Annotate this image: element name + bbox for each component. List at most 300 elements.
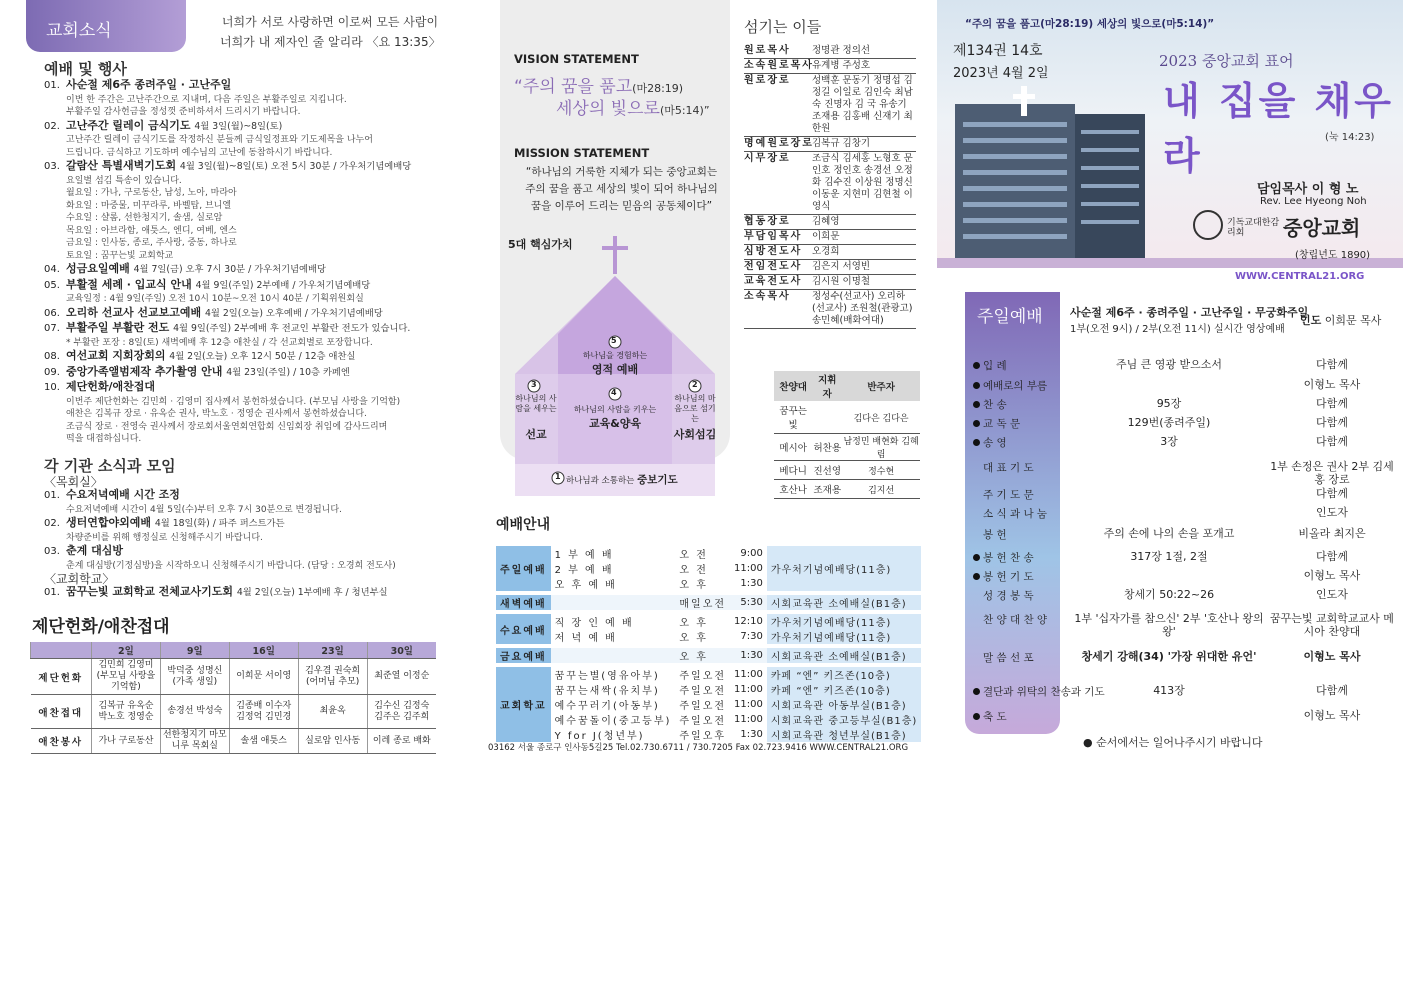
offering-header-cell: 2일	[92, 642, 161, 659]
worship-guide-row	[496, 727, 921, 742]
worship-guide-title: 예배안내	[496, 517, 551, 533]
news-item-info: 4월 23일(주일) / 10층 카페엔	[226, 366, 350, 378]
staff-names: 김혜영	[812, 216, 840, 227]
worship-period: 주일오전	[679, 701, 727, 712]
news-item	[44, 159, 444, 175]
cover-motto: “주의 꿈을 품고(마28:19) 세상의 빛으로(마5:14)”	[965, 18, 1215, 30]
staff-role: 부담임목사	[744, 231, 803, 242]
news-item	[44, 306, 444, 322]
service-item-label	[973, 709, 1059, 724]
offering-cell: 김종배 이수자 김정억 김민경	[229, 695, 298, 729]
cover-church-name: 중앙교회	[1283, 216, 1361, 240]
worship-period: 오 후	[679, 618, 708, 629]
service-item-person: 다함께	[1316, 684, 1348, 697]
cover-pastor: 담임목사 이 형 노	[1257, 182, 1359, 197]
value-2-num: 2	[692, 380, 698, 389]
pastoral-office-heading: 〈목회실〉	[44, 475, 103, 489]
news-item-detail: 화요일 : 마중물, 미꾸라루, 바벨탑, 브니엘	[66, 200, 232, 211]
cover-slogan: 내 집을 채우라	[1163, 78, 1394, 178]
news-item	[44, 516, 444, 532]
worship-category: 수요예배	[496, 614, 551, 644]
value-5-main: 영적 예배	[591, 363, 639, 376]
standing-dot-icon	[973, 420, 980, 427]
service-item-label	[973, 527, 1059, 542]
service-item-content: 주님 큰 영광 받으소서	[1115, 358, 1223, 371]
offering-cell: 이희문 서이영	[229, 659, 298, 695]
news-item-number: 01.	[44, 80, 60, 91]
choir-conductor	[812, 401, 842, 434]
service-item-name: 찬 양 대 찬 양	[983, 614, 1048, 626]
service-item-label	[973, 460, 1059, 475]
worship-name: 1 부 예 배	[554, 550, 614, 561]
value-4-num: 4	[611, 388, 617, 397]
service-item-label	[973, 684, 1105, 699]
news-item-number: 03.	[44, 546, 60, 557]
value-4-main: 교육&양육	[588, 417, 642, 430]
worship-name: 2 부 예 배	[554, 565, 614, 576]
choir-conductor: 허찬용	[813, 443, 842, 454]
mission-text: “하나님의 거룩한 지체가 되는 중앙교회는 주의 꿈을 품고 세상의 빛이 되어 하나님의 꿈을 이루어 드리는 믿음의 공동체이다”	[525, 166, 718, 212]
news-item-title: 꿈꾸는빛 교회학교 전체교사기도회	[66, 585, 237, 598]
standing-dot-icon	[973, 362, 980, 369]
service-item-content: 주의 손에 나의 손을 포개고	[1103, 527, 1235, 540]
staff-role: 심방전도사	[744, 246, 803, 257]
vision-line-2: 세상의 빛으로(마5:14)”	[556, 99, 710, 119]
staff-names: 성백훈 문동기 정명섭 김정길 이일로 김인숙 최남숙 진명자 김 국 유송기 조재용 김홍배 신재기 최한원	[812, 75, 913, 134]
choir-row	[774, 480, 920, 499]
staff-row	[744, 215, 916, 230]
news-item-number: 07.	[44, 323, 60, 334]
value-2-main: 사회섬김	[673, 428, 717, 441]
news-item-number: 04.	[44, 264, 60, 275]
news-item-title: 부활주일 부활란 전도	[66, 321, 174, 334]
offering-header-cell: 16일	[229, 642, 298, 659]
standing-dot-icon	[973, 401, 980, 408]
news-item	[44, 365, 444, 381]
service-item-person: 다함께	[1316, 358, 1348, 371]
service-item-person: 이형노 목사	[1303, 569, 1361, 582]
service-item-name: 성 경 봉 독	[983, 590, 1034, 602]
service-item-label	[973, 612, 1059, 627]
news-item	[44, 544, 444, 560]
church-news-tab: 교회소식	[26, 0, 186, 52]
cover-and-order-column	[937, 0, 1403, 992]
offering-row	[31, 729, 437, 754]
news-item-detail: 이번 한 주간은 고난주간으로 지내며, 다음 주일은 부활주일로 지킵니다.	[66, 94, 347, 105]
worship-name: 직 장 인 예 배	[554, 618, 634, 629]
offering-cell: 선한청지기 마모니루 목회실	[160, 729, 229, 754]
staff-names: 정명관 정의선	[812, 45, 871, 56]
choir-accompanist: 김지선	[868, 485, 895, 496]
news-item	[44, 262, 444, 278]
news-item-detail: 춘계 대심방(기정심방)을 시작하오니 신청해주시기 바랍니다. (담당 : 오경희 전도사)	[66, 560, 396, 571]
worship-place: 가우처기념예배당(11층)	[767, 614, 921, 629]
news-item-detail: 월요일 : 가나, 구로동산, 남성, 노아, 마라아	[66, 188, 237, 198]
news-item-title: 부활절 세례 · 입교식 안내	[66, 277, 196, 291]
standing-dot-icon	[973, 713, 980, 720]
vision-line-1: “주의 꿈을 품고(마28:19)	[514, 77, 684, 97]
standing-dot-icon	[973, 439, 980, 446]
worship-time: 1:30	[740, 650, 763, 661]
offering-header-cell	[31, 642, 92, 659]
offering-cell: 김수신 김정숙 김주은 김주희	[367, 695, 436, 729]
cover-year-label: 2023 중앙교회 표어	[1159, 52, 1294, 70]
worship-place: 카페 “엔” 키즈존(10층)	[767, 667, 921, 682]
church-school-news-list	[44, 585, 444, 601]
worship-guide-row	[496, 682, 921, 697]
staff-role: 교육전도사	[744, 276, 803, 287]
worship-guide-row	[496, 667, 921, 682]
worship-period: 매일오전	[679, 599, 727, 610]
choir-row	[774, 434, 920, 461]
service-item-content: 317장 1절, 2절	[1130, 550, 1208, 563]
worship-time: 11:00	[734, 684, 763, 695]
staff-row	[744, 275, 916, 290]
news-item-detail: 금요일 : 인사동, 종로, 주사랑, 중동, 하나로	[66, 238, 237, 248]
news-item-detail: 교육일정 : 4월 9일(주일) 오전 10시 10분~오전 10시 40분 / 기획위원회실	[66, 294, 364, 304]
worship-time: 7:30	[740, 631, 763, 642]
worship-place: 시회교육관 청년부실(B1층)	[767, 727, 921, 742]
news-item-title: 갈람산 특별새벽기도회	[66, 159, 180, 172]
staff-row	[744, 290, 916, 329]
staff-role: 시무장로	[744, 153, 791, 164]
service-item-name: 찬 송	[983, 399, 1007, 411]
church-news-column	[20, 0, 440, 992]
cover-founded: (창립년도 1890)	[1295, 250, 1371, 261]
service-item-label	[973, 358, 1059, 373]
news-item-detail: 떡을 대접하십니다.	[66, 434, 142, 444]
news-item-detail: 목요일 : 아브라함, 애틋스, 엔디, 여베, 엔스	[66, 225, 237, 236]
worship-place: 가우처기념예배당(11층)	[767, 629, 921, 644]
worship-name: Y for J(청년부)	[554, 731, 645, 742]
news-item-title: 사순절 제6주 종려주일 · 고난주일	[66, 78, 232, 91]
service-item-label	[973, 506, 1059, 521]
cover-denomination: 기독교대한감리회	[1227, 218, 1280, 238]
worship-name	[551, 648, 676, 663]
choir-header-cell: 지휘자	[818, 375, 837, 400]
news-item-number: 10.	[44, 382, 60, 393]
news-item-number: 03.	[44, 161, 60, 172]
staff-row	[744, 137, 916, 152]
news-item-detail: 고난주간 릴레이 금식기도를 작정하신 분들께 금식일정표와 기도제목을 나누어	[66, 135, 373, 145]
mission-label: MISSION STATEMENT	[514, 146, 650, 160]
staff-names: 오경희	[812, 246, 840, 257]
service-order-list	[937, 0, 1403, 760]
agency-news-heading: 각 기관 소식과 모임	[44, 457, 176, 475]
news-item	[44, 78, 444, 94]
standing-dot-icon	[973, 573, 980, 580]
news-item-info: 4월 7일(금) 오후 7시 30분 / 가우처기념예배당	[133, 264, 326, 275]
value-1-label: 하나님과 소통하는 중보기도	[566, 474, 678, 486]
offering-cell: 송경선 박성숙	[160, 695, 229, 729]
news-item-number: 05.	[44, 279, 60, 291]
service-item-person: 인도자	[1316, 506, 1348, 519]
service-item-name: 교 독 문	[983, 418, 1021, 430]
service-item-person: 이형노 목사	[1303, 378, 1361, 391]
worship-place: 가우처기념예배당(11층)	[767, 546, 921, 591]
choir-conductor: 조재용	[813, 485, 842, 496]
choir-table	[774, 371, 920, 499]
staff-names: 조금식 김세홍 노형호 문인호 정인호 송경선 오정화 김수진 이상원 정명신 이동운 지현미 김현철 이영식	[812, 153, 913, 212]
news-item-info: 4월 3일(월)~8일(토) 오전 5시 30분 / 가우처기념예배당	[179, 161, 412, 172]
staff-row	[744, 260, 916, 275]
news-item-detail: 부활주일 감사헌금을 정성껏 준비하셔서 드리시기 바랍니다.	[66, 107, 301, 117]
news-item	[44, 278, 444, 294]
offering-cell: 실로암 인사동	[298, 729, 367, 754]
worship-time: 11:00	[734, 699, 763, 710]
value-5-num: 5	[611, 336, 617, 345]
cover-date: 2023년 4월 2일	[953, 66, 1049, 81]
choir-header-row	[774, 371, 920, 401]
worship-name: 오 후 예 배	[554, 580, 617, 591]
service-item-label	[973, 487, 1059, 502]
news-item-detail: 이번주 제단헌화는 김민희 · 김영미 집사께서 봉헌하셨습니다. (부모님 사랑을 기억함)	[66, 396, 401, 407]
choir-accompanist: 정수현	[868, 466, 895, 477]
cover-pastor-en: Rev. Lee Hyeong Noh	[1260, 196, 1367, 207]
news-item-info: 4월 2일(오늘) 오후 12시 50분 / 12층 애찬실	[169, 351, 356, 362]
worship-period: 주일오후	[679, 731, 727, 742]
choir-accompanist: 김다은 김다은	[853, 413, 909, 424]
worship-time: 11:00	[734, 714, 763, 725]
offering-row-label: 애찬봉사	[31, 729, 92, 754]
news-item-detail: 수요일 : 샬롬, 선한청지기, 솔샘, 실로암	[66, 213, 223, 223]
worship-guide-table	[496, 546, 921, 746]
value-5-sub: 하나님을 경험하는	[582, 351, 648, 360]
news-item-title: 여선교회 지회장회의	[66, 349, 170, 362]
service-item-label	[973, 435, 1059, 450]
service-item-content: 95장	[1156, 397, 1182, 410]
value-3-sub: 하나님의 사람을 세우는	[515, 394, 557, 413]
service-item-person: 다함께	[1316, 435, 1348, 448]
standing-dot-icon	[973, 554, 980, 561]
worship-time: 12:10	[734, 616, 763, 627]
worship-guide-row	[496, 595, 921, 610]
service-item-name: 축 도	[983, 711, 1007, 723]
bible-verse: 너희가 서로 사랑하면 이로써 모든 사람이 너희가 내 제자인 줄 알리라 〈요 13:35〉	[220, 15, 441, 49]
choir-header-cell: 반주자	[867, 382, 895, 393]
staff-row	[744, 152, 916, 215]
worship-time: 11:00	[734, 669, 763, 680]
news-list	[44, 78, 444, 446]
service-item-content: 413장	[1153, 684, 1185, 697]
worship-guide-row	[496, 614, 921, 629]
offering-cell: 최윤옥	[298, 695, 367, 729]
offering-row-label: 애찬접대	[31, 695, 92, 729]
news-item-info: 4월 18일(화) / 파주 퍼스트가든	[154, 518, 285, 529]
standing-dot-icon	[973, 382, 980, 389]
church-school-heading: 〈교회학교〉	[44, 572, 115, 586]
news-item-detail: 요일별 섬김 특송이 있습니다.	[66, 175, 182, 186]
worship-guide-row	[496, 712, 921, 727]
service-item-person: 다함께	[1316, 550, 1348, 563]
news-item-detail: 차량준비를 위해 행정실로 신청해주시기 바랍니다.	[66, 532, 263, 543]
service-item-name: 대 표 기 도	[983, 462, 1034, 474]
service-item-label	[973, 650, 1059, 665]
service-item-name: 봉 헌 찬 송	[983, 552, 1034, 564]
worship-time: 1:30	[740, 729, 763, 740]
offering-cell: 김복규 유옥순 박노호 정영순	[92, 695, 161, 729]
service-item-person: 1부 손정은 권사 2부 김세홍 장로	[1270, 460, 1394, 486]
news-item-info: 4월 3일(월)~8일(토)	[194, 120, 283, 132]
staff-row	[744, 230, 916, 245]
worship-period: 오 후	[679, 652, 708, 663]
offering-row	[31, 695, 437, 729]
worship-period: 오 후	[679, 633, 708, 644]
worship-guide-row	[496, 648, 921, 663]
staff-role: 소속원로목사	[744, 60, 814, 71]
pastoral-news-list	[44, 488, 444, 572]
news-item-number: 09.	[44, 366, 60, 378]
cover-slogan-ref: (눅 14:23)	[1325, 132, 1375, 143]
offering-header-row	[31, 642, 437, 659]
worship-place: 시회교육관 소예배실(B1층)	[767, 648, 921, 663]
service-item-person: 인도자	[1316, 588, 1348, 601]
news-item-number: 01.	[44, 587, 60, 598]
news-item-number: 02.	[44, 518, 60, 529]
service-item-person: 다함께	[1316, 397, 1348, 410]
service-item-person: 다함께	[1316, 416, 1348, 429]
staff-names: 유계병 주성호	[812, 60, 871, 71]
news-item	[44, 349, 444, 365]
value-3-num: 3	[531, 380, 537, 389]
news-item-detail: 조금식 장로 · 전영숙 권사께서 장로회서울연회연합회 신임회장 취임에 감사드리며	[66, 421, 388, 432]
offering-table	[30, 642, 436, 754]
choir-name: 메시아	[779, 443, 807, 454]
service-item-label	[973, 378, 1059, 393]
choir-header-cell: 찬양대	[779, 382, 807, 393]
sunday-heading: 사순절 제6주 · 종려주일 · 고난주일 · 무궁화주일	[1070, 306, 1309, 319]
worship-period: 주일오전	[679, 716, 727, 727]
offering-header-cell: 30일	[367, 642, 436, 659]
service-item-label	[973, 397, 1059, 412]
news-item-detail: 드립니다. 금식하고 기도하며 예수님의 고난에 동참하시기 바랍니다.	[66, 147, 333, 158]
news-item-title: 고난주간 릴레이 금식기도	[66, 118, 195, 132]
worship-time: 1:30	[740, 578, 763, 589]
service-item-content: 129번(종려주일)	[1127, 416, 1211, 429]
worship-period: 주일오전	[679, 686, 727, 697]
service-item-name: 소 식 과 나 눔	[983, 508, 1048, 520]
service-item-person: 이형노 목사	[1303, 650, 1361, 663]
news-item-detail: 애찬은 김복규 장로 · 유옥순 권사, 박노호 · 정영순 권사께서 봉헌하셨습니다.	[66, 409, 367, 419]
worship-category: 주일예배	[496, 546, 551, 591]
standing-dot-icon	[973, 688, 980, 695]
worship-guide-row	[496, 697, 921, 712]
news-item-info: 4월 9일(주일) 2부예배 후 전교인 부활란 전도가 있습니다.	[173, 323, 411, 334]
worship-place: 카페 “엔” 키즈존(10층)	[767, 682, 921, 697]
service-item-person: 비올라 최지은	[1298, 527, 1366, 540]
service-item-name: 송 영	[983, 437, 1007, 449]
vision-and-guide-column	[488, 0, 920, 992]
offering-row	[31, 659, 437, 695]
worship-period: 오 후	[679, 580, 708, 591]
news-item-title: 제단헌화/애찬접대	[66, 380, 156, 393]
service-item-name: 주 기 도 문	[983, 489, 1034, 501]
staff-row	[744, 74, 916, 137]
service-item-name: 봉 헌	[983, 529, 1007, 541]
service-item-person: 이형노 목사	[1303, 709, 1361, 722]
staff-row	[744, 44, 916, 59]
service-item-label	[973, 550, 1059, 565]
service-item-person: 꿈꾸는빛 교회학교교사 메시아 찬양대	[1270, 612, 1394, 638]
worship-place: 시회교육관 소예배실(B1층)	[767, 595, 921, 610]
worship-category: 교회학교	[496, 667, 551, 742]
worship-place: 시회교육관 아동부실(B1층)	[767, 697, 921, 712]
service-item-person: 다함께	[1316, 487, 1348, 500]
news-item-title: 수요저녁예배 시간 조정	[66, 488, 180, 501]
service-item-content: 창세기 50:22~26	[1123, 588, 1215, 601]
offering-cell: 이레 종로 배화	[367, 729, 436, 754]
news-item	[44, 380, 444, 396]
news-item-number: 06.	[44, 307, 60, 319]
news-item-number: 08.	[44, 351, 60, 362]
news-item-detail: 수요저녁예배 시간이 4월 5일(수)부터 오후 7시 30분으로 변경됩니다.	[66, 504, 342, 515]
service-item-content: 창세기 강해(34) '가장 위대한 유언'	[1081, 650, 1257, 663]
offering-cell: 박덕중 성명신 (가족 생일)	[160, 659, 229, 695]
staff-names: 김시원 이명철	[812, 276, 871, 287]
staff-names: 김복규 김창기	[812, 138, 871, 149]
worship-name: 예수꿈돌이(중고등부)	[554, 716, 672, 727]
service-item-name: 말 씀 선 포	[983, 652, 1034, 664]
worship-time: 11:00	[734, 563, 763, 574]
news-item-title: 생터연합야외예배	[66, 516, 155, 529]
cover-volume: 제134권 14호	[953, 43, 1043, 59]
offering-cell: 가나 구로동산	[92, 729, 161, 754]
news-item-title: 중앙가족앨범제작 추가촬영 안내	[66, 364, 227, 378]
news-item-number: 01.	[44, 490, 60, 501]
standing-note: ● 순서에서는 일어나주시기 바랍니다	[1083, 736, 1263, 749]
staff-role: 원로장로	[744, 75, 791, 86]
value-4-sub: 하나님의 사람을 키우는	[573, 405, 657, 414]
value-1-num: 1	[555, 472, 561, 481]
church-address: 03162 서울 종로구 인사동5길25 Tel.02.730.6711 / 730.7205 Fax 02.723.9416 WWW.CENTRAL21.ORG	[488, 743, 909, 753]
staff-names: 김은지 서영빈	[812, 261, 871, 272]
worship-period: 오 전	[679, 565, 708, 576]
service-item-label	[973, 416, 1059, 431]
staff-names: 정성수(선교사) 오리하(선교사) 조원철(관광고) 송민혜(배화여대)	[812, 291, 913, 326]
worship-name: 꿈꾸는새싹(유치부)	[554, 686, 660, 697]
staff-list	[744, 44, 916, 329]
cover-url: WWW.CENTRAL21.ORG	[1235, 271, 1365, 282]
service-item-name: 입 례	[983, 360, 1007, 372]
worship-guide-row	[496, 546, 921, 561]
worship-place: 시회교육관 중고등부실(B1층)	[767, 712, 921, 727]
staff-role: 명예원로장로	[744, 138, 814, 149]
news-item-info: 4월 9일(주일) 2부예배 / 가우처기념예배당	[195, 279, 371, 291]
service-item-name: 결단과 위탁의 찬송과 기도	[983, 686, 1105, 698]
service-item-content: 3장	[1160, 435, 1178, 448]
news-item-detail: * 부활란 포장 : 8일(토) 새벽예배 후 12층 애찬실 / 각 선교회별로 포장합니다.	[66, 337, 373, 348]
service-item-content: 1부 '십자가를 참으신' 2부 '호산나 왕의 왕'	[1074, 612, 1268, 638]
offering-cell: 김우겸 권숙희 (어머님 추모)	[298, 659, 367, 695]
news-item	[44, 119, 444, 135]
offering-header-cell: 9일	[160, 642, 229, 659]
staff-role: 원로목사	[744, 45, 791, 56]
worship-category: 새벽예배	[496, 595, 551, 610]
service-item-label	[973, 569, 1059, 584]
news-item	[44, 488, 444, 504]
worship-name: 꿈꾸는별(영유아부)	[554, 671, 660, 682]
news-item-title: 춘계 대심방	[66, 544, 123, 557]
worship-events-heading: 예배 및 행사	[44, 60, 127, 78]
choir-name: 베다니	[779, 466, 807, 477]
offering-header-cell: 23일	[298, 642, 367, 659]
value-2-sub: 하나님의 마음으로 섬기는	[674, 394, 716, 423]
value-3-main: 선교	[525, 428, 547, 441]
service-item-name: 예배로의 부름	[983, 380, 1048, 392]
offering-cell: 솔샘 애틋스	[229, 729, 298, 754]
staff-role: 소속목사	[744, 291, 791, 302]
sunday-worship-label: 주일예배	[977, 307, 1043, 327]
